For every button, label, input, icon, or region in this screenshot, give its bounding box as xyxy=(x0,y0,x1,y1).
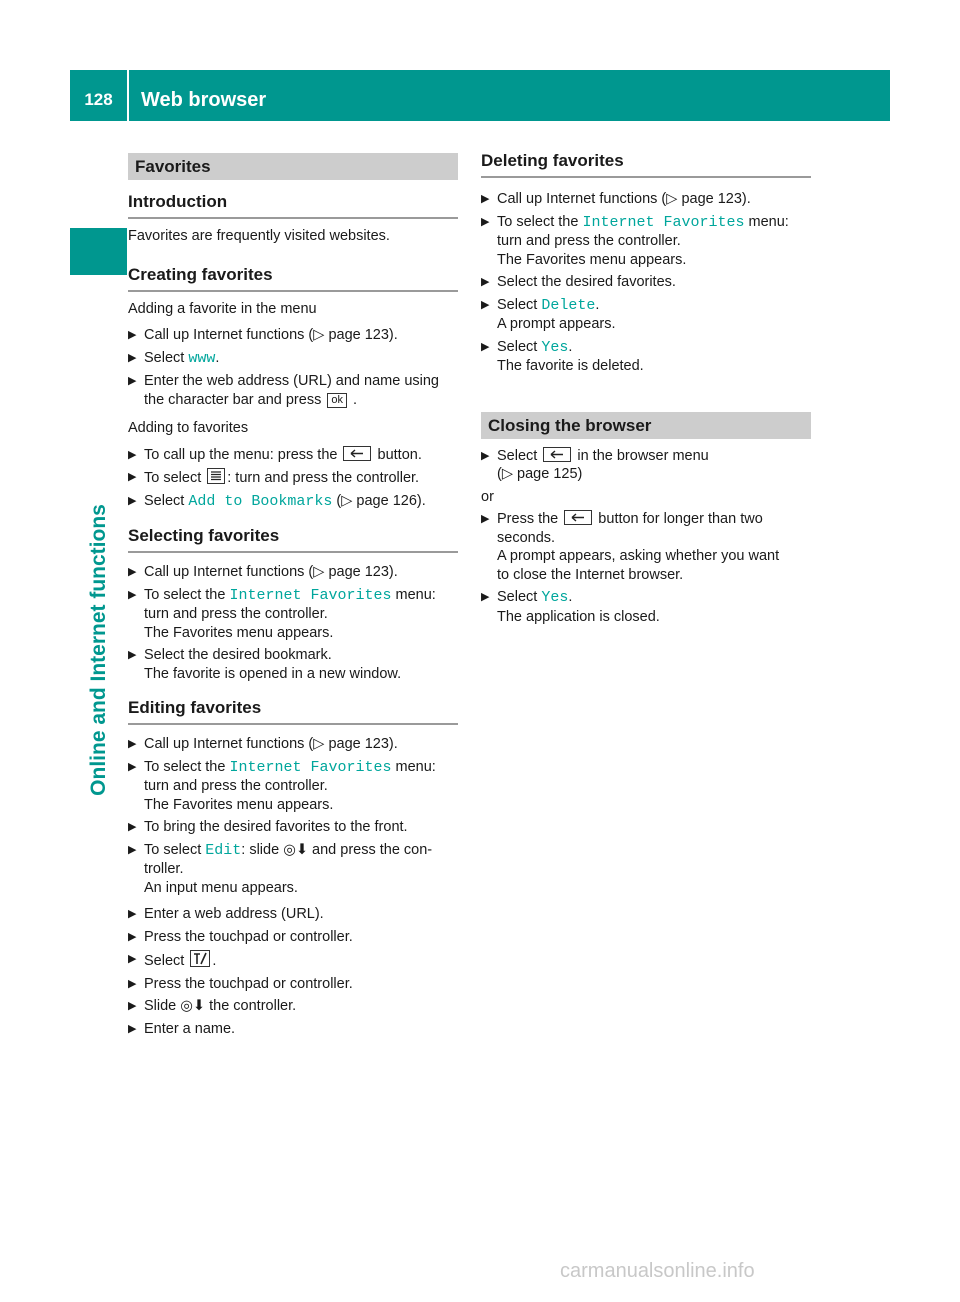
step-arrow-icon: ▶ xyxy=(128,375,137,387)
step-arrow-icon: ▶ xyxy=(128,351,137,364)
menu-code: Edit xyxy=(205,841,242,859)
selecting-steps xyxy=(128,563,458,683)
list-item: ▶ To select the Internet Favorites menu: turn and press the controller. The Favorites menu appears. xyxy=(481,213,789,268)
step-arrow-icon: ▶ xyxy=(128,977,137,990)
deleting-favorites-heading: Deleting favorites xyxy=(481,150,811,178)
page-header xyxy=(70,70,890,121)
list-item: ▶ To call up the menu: press the button. xyxy=(128,446,422,463)
page-title: Web browser xyxy=(141,89,267,111)
step-arrow-icon: ▶ xyxy=(128,649,137,661)
closing-steps-a xyxy=(481,447,811,484)
menu-code: Delete xyxy=(541,296,596,314)
closing-browser-heading: Closing the browser xyxy=(481,412,811,439)
step-arrow-icon: ▶ xyxy=(128,930,137,943)
back-icon xyxy=(564,510,592,525)
or-text: or xyxy=(481,488,494,505)
step-arrow-icon: ▶ xyxy=(128,953,137,965)
text-cursor-icon xyxy=(190,950,210,967)
step-arrow-icon: ▶ xyxy=(128,1022,137,1035)
list-item: ▶ Call up Internet functions (▷ page 123). xyxy=(128,327,398,343)
page-ref-icon: ▷ xyxy=(313,564,325,580)
list-item: ▶ Select www. xyxy=(128,349,220,367)
list-item: ▶ Call up Internet functions (▷ page 123). xyxy=(128,736,398,752)
step-arrow-icon: ▶ xyxy=(128,329,137,341)
step-arrow-icon: ▶ xyxy=(481,298,490,311)
list-item: ▶ Select in the browser menu (▷ page 125) xyxy=(481,447,709,482)
chapter-label: Online and Internet functions xyxy=(86,504,110,796)
step-arrow-icon: ▶ xyxy=(481,449,490,462)
list-item: ▶ Press the touchpad or controller. xyxy=(128,975,353,992)
menu-code: Internet Favorites xyxy=(229,758,392,776)
favorites-heading: Favorites xyxy=(128,153,458,180)
adding-menu-text: Adding a favorite in the menu xyxy=(128,300,317,317)
header-divider xyxy=(127,70,129,121)
step-arrow-icon: ▶ xyxy=(128,494,137,507)
page-ref-icon: ▷ xyxy=(501,466,513,482)
menu-code: Yes xyxy=(541,338,569,356)
step-arrow-icon: ▶ xyxy=(128,843,137,856)
list-item: ▶ Select Yes. The favorite is deleted. xyxy=(481,338,644,374)
step-arrow-icon: ▶ xyxy=(128,471,137,483)
step-arrow-icon: ▶ xyxy=(128,738,137,750)
page-ref-icon: ▷ xyxy=(666,191,678,207)
list-item: ▶ Select . xyxy=(128,950,458,971)
step-arrow-icon: ▶ xyxy=(128,566,137,578)
creating-favorites-heading: Creating favorites xyxy=(128,264,458,292)
menu-code: Internet Favorites xyxy=(229,586,392,604)
menu-code: www xyxy=(188,349,216,367)
step-arrow-icon: ▶ xyxy=(481,340,490,353)
list-item: ▶ Call up Internet functions (▷ page 123). xyxy=(481,191,751,207)
list-item: ▶ Call up Internet functions (▷ page 123). xyxy=(128,564,398,580)
controller-slide-down-icon: ◎⬇ xyxy=(283,841,308,858)
page-ref-icon: ▷ xyxy=(313,736,325,752)
list-item: ▶ To select the Internet Favorites menu: turn and press the controller. The Favorites menu appears. xyxy=(128,758,436,813)
list-item: ▶ To bring the desired favorites to the front. xyxy=(128,819,408,835)
list-item: ▶ Press the button for longer than two seconds. A prompt appears, asking whether you want to close the Internet browser. xyxy=(481,511,780,583)
list-item: ▶ Select the desired bookmark. The favorite is opened in a new window. xyxy=(128,647,402,682)
list-item: ▶ Select Delete. A prompt appears. xyxy=(481,296,616,332)
step-arrow-icon: ▶ xyxy=(481,591,490,603)
step-arrow-icon: ▶ xyxy=(128,1000,137,1012)
page-number: 128 xyxy=(84,90,113,109)
closing-steps-b xyxy=(481,510,811,626)
menu-code: Yes xyxy=(541,589,569,606)
step-arrow-icon: ▶ xyxy=(481,215,490,228)
menu-code: Add to Bookmarks xyxy=(188,492,333,510)
section-tab-marker xyxy=(70,228,127,275)
watermark: carmanualsonline.info xyxy=(560,1260,755,1282)
page-ref-icon: ▷ xyxy=(341,492,353,509)
step-arrow-icon: ▶ xyxy=(128,908,137,920)
step-arrow-icon: ▶ xyxy=(128,760,137,773)
list-item: ▶ To select Edit: slide ◎⬇ and press the con- troller. An input menu appears. xyxy=(128,841,433,896)
list-item: ▶ Enter a name. xyxy=(128,1020,236,1037)
list-item: ▶ Select the desired favorites. xyxy=(481,274,676,290)
selecting-favorites-heading: Selecting favorites xyxy=(128,525,458,553)
list-item: ▶ Select Add to Bookmarks (▷ page 126). xyxy=(128,492,426,510)
list-item: ▶ Select Yes. The application is closed. xyxy=(481,589,660,625)
editing-steps xyxy=(128,735,458,1038)
ok-key-icon: ok xyxy=(327,393,347,408)
intro-text: Favorites are frequently visited websites. xyxy=(128,228,390,244)
controller-slide-down-icon: ◎⬇ xyxy=(180,998,206,1014)
list-item: ▶ Slide ◎⬇ the controller. xyxy=(128,998,297,1014)
page-ref-icon: ▷ xyxy=(313,327,325,343)
right-column xyxy=(481,150,811,630)
back-icon xyxy=(343,446,371,461)
step-arrow-icon: ▶ xyxy=(481,276,490,288)
left-column xyxy=(128,153,458,1042)
menu-code: Internet Favorites xyxy=(582,213,745,231)
list-item: ▶ Enter the web address (URL) and name using the character bar and press ok . xyxy=(128,373,439,408)
creating-steps xyxy=(128,326,458,409)
step-arrow-icon: ▶ xyxy=(481,193,490,205)
adding-to-text: Adding to favorites xyxy=(128,420,249,436)
list-item: ▶ To select : turn and press the controller. xyxy=(128,470,420,486)
step-arrow-icon: ▶ xyxy=(128,821,137,833)
deleting-steps xyxy=(481,190,811,376)
step-arrow-icon: ▶ xyxy=(481,513,490,525)
introduction-heading: Introduction xyxy=(128,191,458,219)
list-item: ▶ Press the touchpad or controller. xyxy=(128,928,353,945)
editing-favorites-heading: Editing favorites xyxy=(128,697,458,725)
list-menu-icon xyxy=(207,468,225,484)
back-icon xyxy=(543,447,571,462)
list-item: ▶ To select the Internet Favorites menu: turn and press the controller. The Favorites menu appears. xyxy=(128,586,436,641)
adding-steps xyxy=(128,446,458,512)
step-arrow-icon: ▶ xyxy=(128,588,137,601)
list-item: ▶ Enter a web address (URL). xyxy=(128,906,324,922)
step-arrow-icon: ▶ xyxy=(128,448,137,461)
